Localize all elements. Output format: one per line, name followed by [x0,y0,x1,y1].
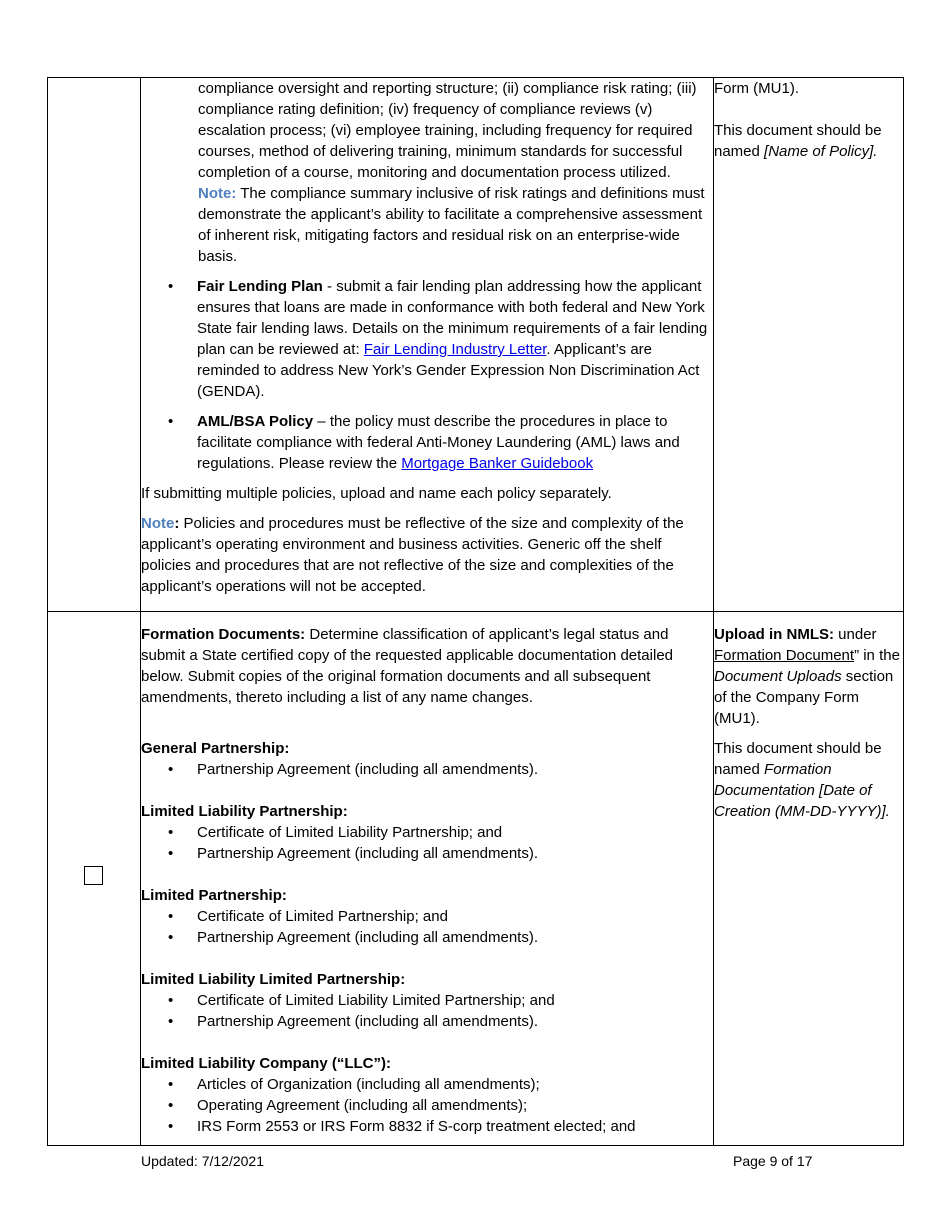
footer-updated-date: Updated: 7/12/2021 [141,1153,264,1169]
fair-lending-text-after: . Applicant’s are reminded to address New York’s Gender Expression Non Discrimination Act (GENDA). [197,341,700,400]
section-list [141,990,713,1032]
upload-text: ” in the [854,647,900,664]
checkbox-cell [48,612,141,1146]
section-heading: Limited Liability Partnership: [141,803,348,820]
section-limited-liability-limited-partnership [141,969,713,1032]
table-row-formation [48,612,904,1146]
formation-title: Formation Documents: [141,626,306,643]
mortgage-banker-guidebook-link[interactable]: Mortgage Banker Guidebook [401,455,594,472]
section-list [141,759,713,780]
list-item: • Certificate of Limited Liability Partnership; and [141,822,713,843]
named-value: [Name of Policy]. [764,143,878,160]
compliance-text: compliance oversight and reporting structure; (ii) compliance risk rating; (iii) compliance rating definition; (iv) frequency of compliance reviews (v) escalation process; (vi) employee training, including frequency for required courses, method of delivering training, minimum standards for successful completion of a course, monitoring and documentation process utilized. [198,80,697,181]
named-value: Formation Documentation [Date of Creation (MM-DD-YYYY)]. [714,761,890,820]
bottom-note-text: Policies and procedures must be reflective of the size and complexity of the applicant’s operating environment and business activities. Generic off the shelf policies and procedures that are not reflective of the size and complexities of the applicant’s operations will not be accepted. [141,515,684,595]
upload-instructions [714,624,903,729]
upload-instructions-cell [714,78,904,612]
upload-text: section of the Company Form (MU1). [714,668,894,727]
compliance-summary-text [141,78,713,267]
aml-title: AML/BSA Policy [197,413,314,430]
named-prefix: This document should be named [714,122,882,160]
fair-lending-title: Fair Lending Plan [197,278,323,295]
requirement-checkbox[interactable] [84,866,103,885]
list-item-aml [141,411,713,474]
bottom-note [141,513,713,597]
bottom-note-colon: : [174,515,180,532]
requirements-cell [141,78,714,612]
policy-list [141,276,713,474]
section-general-partnership [141,738,713,780]
section-limited-liability-partnership [141,801,713,864]
requirements-table [47,77,904,1146]
document-uploads-text: Document Uploads [714,668,842,685]
checkbox-cell-empty [48,78,141,612]
fair-lending-industry-letter-link[interactable]: Fair Lending Industry Letter [363,341,547,358]
list-item: • Partnership Agreement (including all amendments). [141,759,713,780]
list-item: • Certificate of Limited Liability Limited Partnership; and [141,990,713,1011]
section-list [141,1074,713,1137]
list-item-fair-lending [141,276,713,402]
upload-text: under [834,626,877,643]
list-item: • Certificate of Limited Partnership; and [141,906,713,927]
formation-naming-text [714,738,903,822]
section-limited-partnership [141,885,713,948]
document-naming-text [714,120,903,162]
formation-cell [141,612,714,1146]
aml-text: – the policy must describe the procedures in place to facilitate compliance with federal Anti-Money Laundering (AML) laws and regulations. Please review the [197,413,680,472]
section-heading: General Partnership: [141,740,290,757]
footer-page-number: Page 9 of 17 [733,1153,813,1169]
named-prefix: This document should be named [714,740,882,778]
fair-lending-text: - submit a fair lending plan addressing how the applicant ensures that loans are made in conformance with both federal and New York State fair lending laws. Details on the minimum requirements of a fair lending plan can be reviewed at: [197,278,708,358]
list-item: • Articles of Organization (including all amendments); [141,1074,713,1095]
formation-upload-cell [714,612,904,1146]
section-list [141,822,713,864]
formation-intro [141,624,713,708]
section-heading: Limited Liability Limited Partnership: [141,971,406,988]
list-item: • Operating Agreement (including all amendments); [141,1095,713,1116]
section-heading: Limited Liability Company (“LLC”): [141,1055,391,1072]
form-line: Form (MU1). [714,80,799,97]
list-item: • Partnership Agreement (including all amendments). [141,843,713,864]
section-list [141,906,713,948]
table-row-policies [48,78,904,612]
formation-text: Determine classification of applicant’s legal status and submit a State certified copy of the requested applicable documentation detailed below. Submit copies of the original formation documents and all subsequent amendments, thereto including a list of any name changes. [141,626,674,706]
list-item: • IRS Form 2553 or IRS Form 8832 if S-corp treatment elected; and [141,1116,713,1137]
upload-label: Upload in NMLS: [714,626,834,643]
note-label: Note: [198,185,237,202]
compliance-text-after-note: The compliance summary inclusive of risk ratings and definitions must demonstrate the applicant’s ability to facilitate a comprehensive assessment of inherent risk, mitigating factors and residual risk on an enterprise-wide basis. [198,185,705,265]
list-item: • Partnership Agreement (including all amendments). [141,927,713,948]
section-heading: Limited Partnership: [141,887,287,904]
bottom-note-label: Note [141,515,175,532]
list-item: • Partnership Agreement (including all amendments). [141,1011,713,1032]
formation-document-link[interactable]: Formation Document [714,647,855,664]
multiple-policies-text: If submitting multiple policies, upload and name each policy separately. [141,485,612,502]
section-llc [141,1053,713,1137]
